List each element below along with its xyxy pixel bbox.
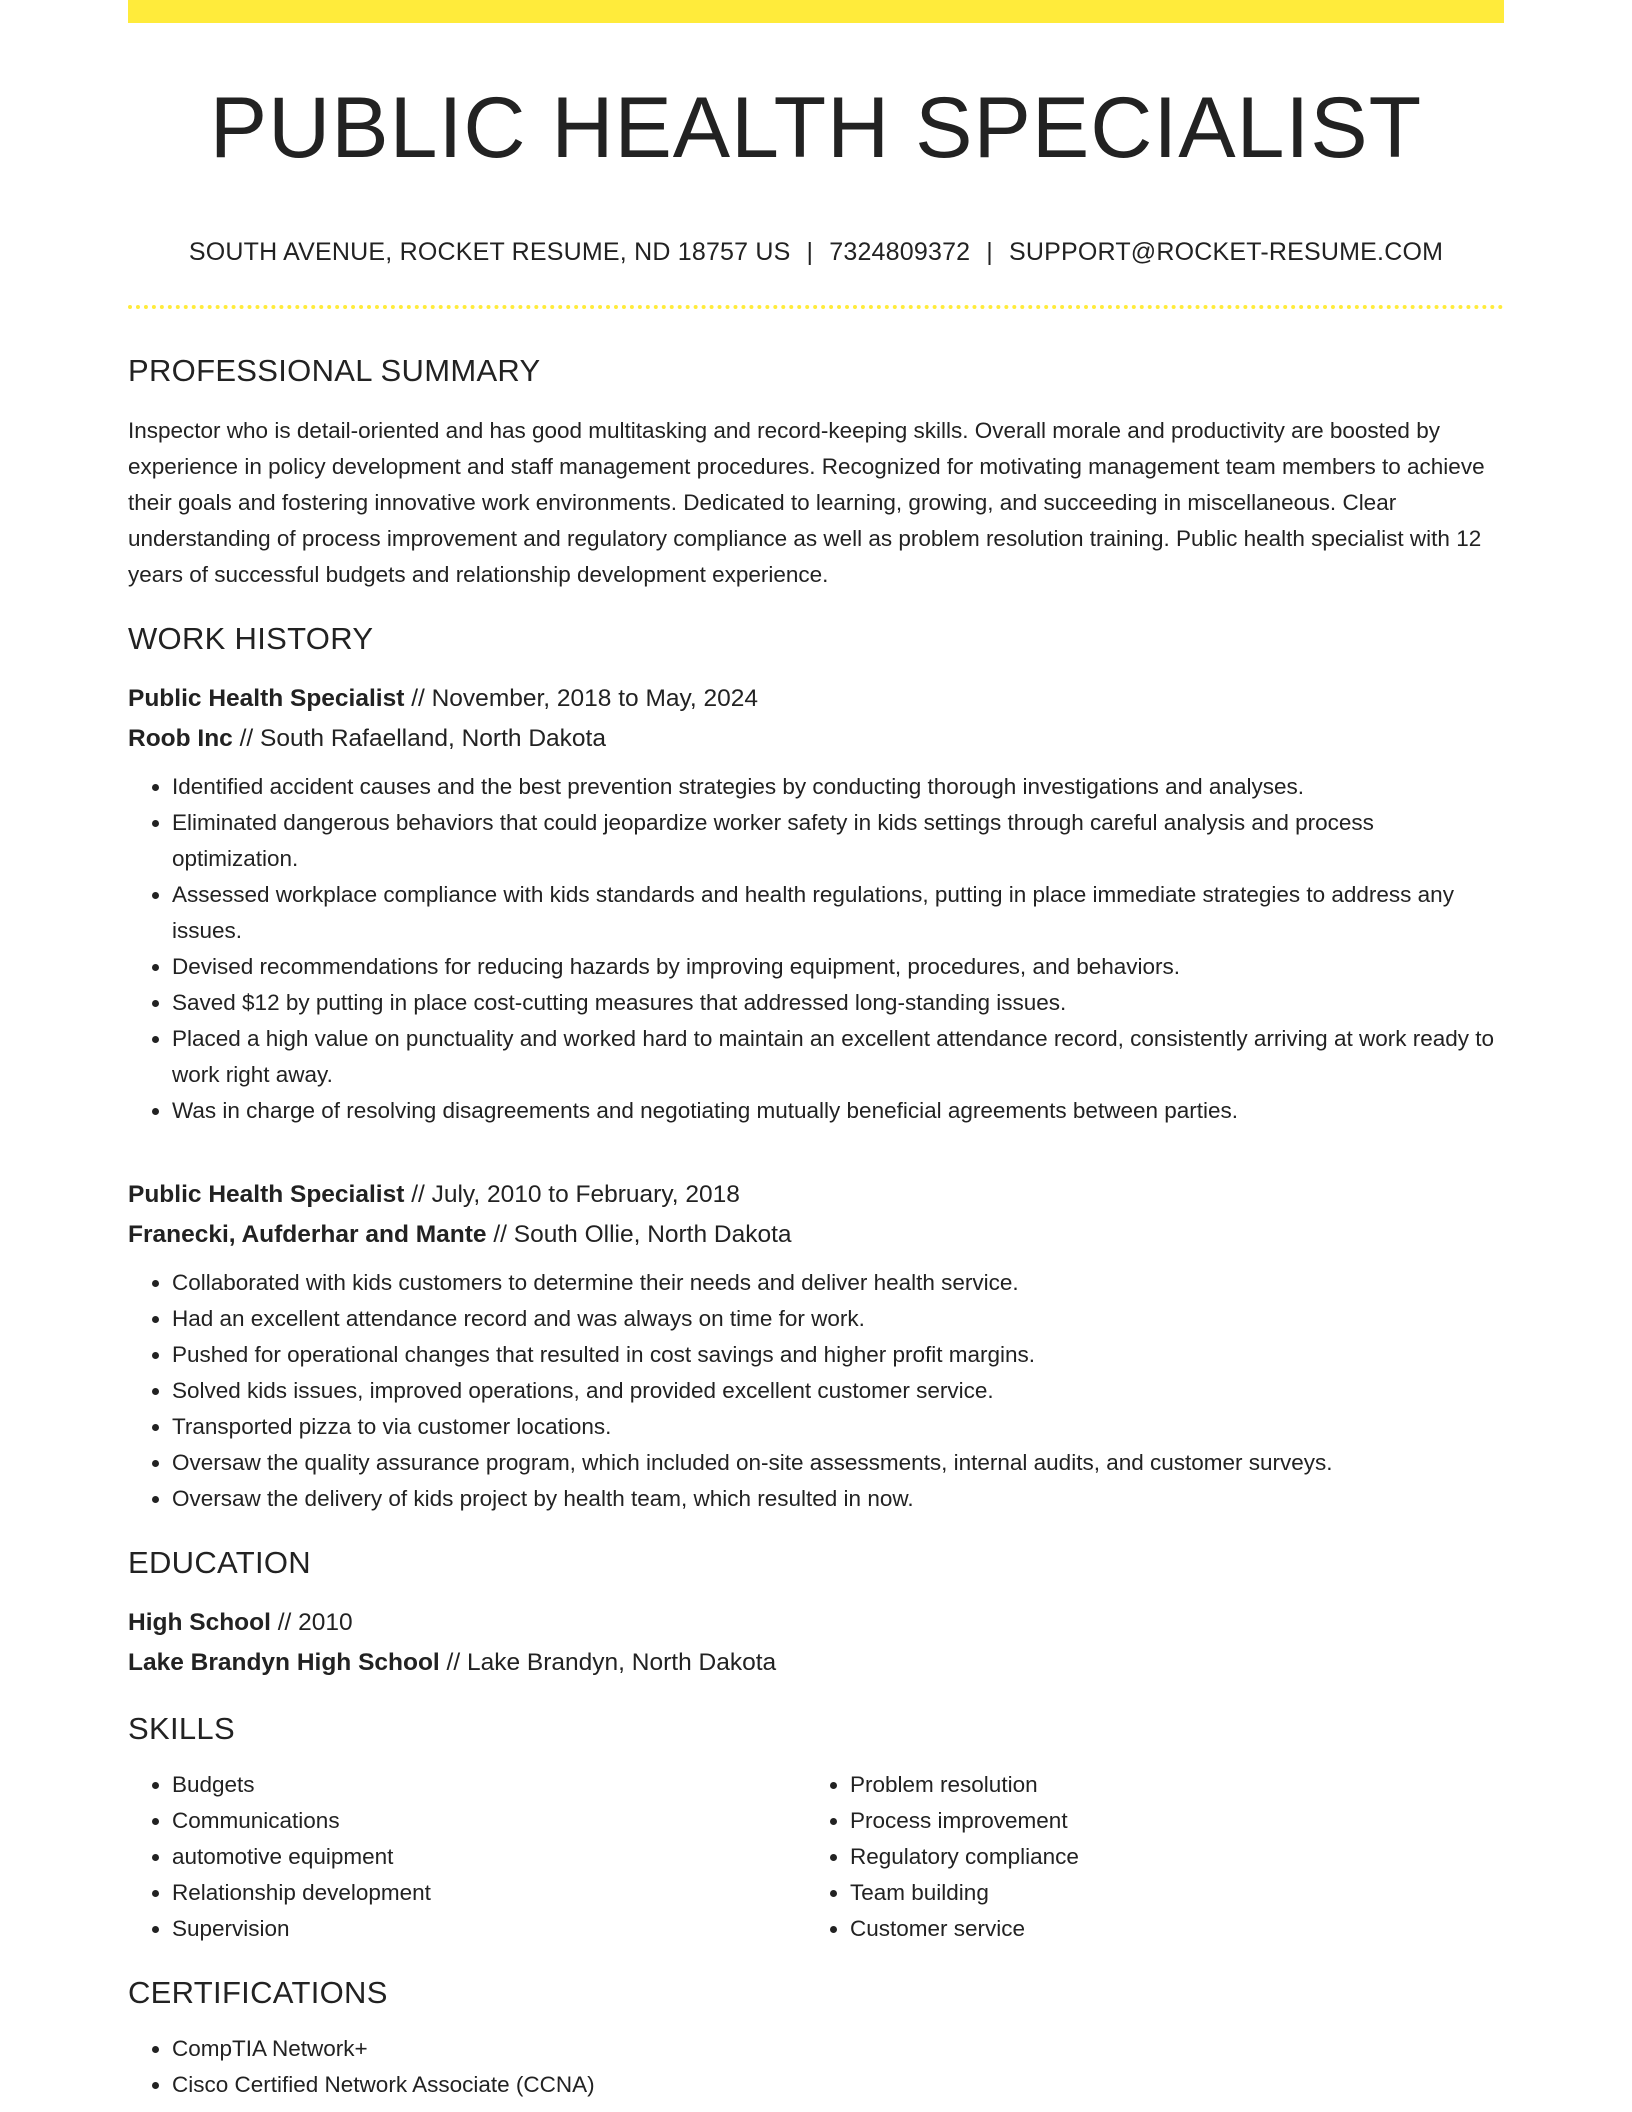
list-item: • Saved $12 by putting in place cost-cutting measures that addressed long-standing issues. xyxy=(172,985,1504,1021)
skill-item: • Budgets xyxy=(172,1767,806,1803)
contact-address: SOUTH AVENUE, ROCKET RESUME, ND 18757 US xyxy=(188,237,791,266)
job-entry xyxy=(128,679,1504,1129)
job-bullets xyxy=(128,1265,1504,1517)
contact-phone: 7324809372 xyxy=(829,237,971,266)
skills-section xyxy=(128,1711,1504,1947)
skills-grid xyxy=(128,1767,1504,1947)
list-item: • Placed a high value on punctuality and worked hard to maintain an excellent attendance record, consistently arriving at work ready to work right away. xyxy=(172,1021,1504,1093)
certification-item: • Cisco Certified Network Associate (CCNA) xyxy=(172,2067,1504,2103)
resume-title: PUBLIC HEALTH SPECIALIST xyxy=(209,80,1423,176)
certifications-list xyxy=(128,2031,1504,2103)
job-entry xyxy=(128,1175,1504,1517)
list-item: • Oversaw the delivery of kids project by health team, which resulted in now. xyxy=(172,1481,1504,1517)
summary-text: Inspector who is detail-oriented and has good multitasking and record-keeping skills. Overall morale and productivity are boosted by experience in policy development and staff management procedures. Recognized for motivating management team members to achieve their goals and fostering innovative work environments. Dedicated to learning, growing, and succeeding in miscellaneous. Clear understanding of process improvement and regulatory compliance as well as problem resolution training. Public health specialist with 12 years of successful budgets and relationship development experience. xyxy=(128,417,1485,587)
job-title-line xyxy=(128,679,1504,719)
job-company-line xyxy=(128,719,1504,759)
job-company: Franecki, Aufderhar and Mante xyxy=(128,1220,487,1248)
contact-separator: | xyxy=(806,237,814,266)
job-dates: // July, 2010 to February, 2018 xyxy=(404,1180,740,1208)
skill-item: • Regulatory compliance xyxy=(850,1839,1484,1875)
school-location: // Lake Brandyn, North Dakota xyxy=(439,1648,777,1676)
contact-line xyxy=(128,238,1504,267)
skills-right-column xyxy=(806,1767,1484,1947)
skill-item: • automotive equipment xyxy=(172,1839,806,1875)
list-item: • Solved kids issues, improved operations, and provided excellent customer service. xyxy=(172,1373,1504,1409)
school-line xyxy=(128,1643,1504,1683)
summary-heading: PROFESSIONAL SUMMARY xyxy=(128,352,541,388)
job-title-line xyxy=(128,1175,1504,1215)
job-dates: // November, 2018 to May, 2024 xyxy=(404,684,759,712)
list-item: • Devised recommendations for reducing hazards by improving equipment, procedures, and behaviors. xyxy=(172,949,1504,985)
list-item: • Pushed for operational changes that resulted in cost savings and higher profit margins. xyxy=(172,1337,1504,1373)
education-entry xyxy=(128,1603,1504,1683)
certification-item: • CompTIA Network+ xyxy=(172,2031,1504,2067)
skill-item: • Relationship development xyxy=(172,1875,806,1911)
contact-email: SUPPORT@ROCKET-RESUME.COM xyxy=(1009,237,1444,266)
job-location: // South Rafaelland, North Dakota xyxy=(232,724,606,752)
job-company: Roob Inc xyxy=(128,724,233,752)
skill-item: • Supervision xyxy=(172,1911,806,1947)
work-history-heading: WORK HISTORY xyxy=(128,620,374,656)
resume-page xyxy=(128,0,1504,2103)
list-item: • Collaborated with kids customers to determine their needs and deliver health service. xyxy=(172,1265,1504,1301)
list-item: • Identified accident causes and the best prevention strategies by conducting thorough investigations and analyses. xyxy=(172,769,1504,805)
certifications-heading: CERTIFICATIONS xyxy=(128,1974,388,2010)
skills-left-column xyxy=(128,1767,806,1947)
dotted-divider xyxy=(128,305,1504,309)
skill-item: • Team building xyxy=(850,1875,1484,1911)
accent-top-bar xyxy=(128,0,1504,23)
list-item: • Was in charge of resolving disagreements and negotiating mutually beneficial agreements between parties. xyxy=(172,1093,1504,1129)
school-name: Lake Brandyn High School xyxy=(128,1648,440,1676)
list-item: • Had an excellent attendance record and was always on time for work. xyxy=(172,1301,1504,1337)
education-section xyxy=(128,1545,1504,1683)
job-title: Public Health Specialist xyxy=(128,1180,405,1208)
degree: High School xyxy=(128,1608,271,1636)
skill-item: • Process improvement xyxy=(850,1803,1484,1839)
degree-line xyxy=(128,1603,1504,1643)
job-bullets xyxy=(128,769,1504,1129)
skill-item: • Problem resolution xyxy=(850,1767,1484,1803)
skill-item: • Communications xyxy=(172,1803,806,1839)
list-item: • Transported pizza to via customer locations. xyxy=(172,1409,1504,1445)
job-location: // South Ollie, North Dakota xyxy=(486,1220,792,1248)
job-title: Public Health Specialist xyxy=(128,684,405,712)
skills-heading: SKILLS xyxy=(128,1710,235,1746)
list-item: • Assessed workplace compliance with kids standards and health regulations, putting in place immediate strategies to address any issues. xyxy=(172,877,1504,949)
job-company-line xyxy=(128,1215,1504,1255)
list-item: • Oversaw the quality assurance program, which included on-site assessments, internal audits, and customer surveys. xyxy=(172,1445,1504,1481)
work-history-section xyxy=(128,621,1504,1517)
skill-item: • Customer service xyxy=(850,1911,1484,1947)
certifications-section xyxy=(128,1975,1504,2103)
contact-separator: | xyxy=(986,237,993,266)
list-item: • Eliminated dangerous behaviors that could jeopardize worker safety in kids settings through careful analysis and process optimization. xyxy=(172,805,1504,877)
education-year: // 2010 xyxy=(270,1608,353,1636)
education-heading: EDUCATION xyxy=(128,1544,311,1580)
